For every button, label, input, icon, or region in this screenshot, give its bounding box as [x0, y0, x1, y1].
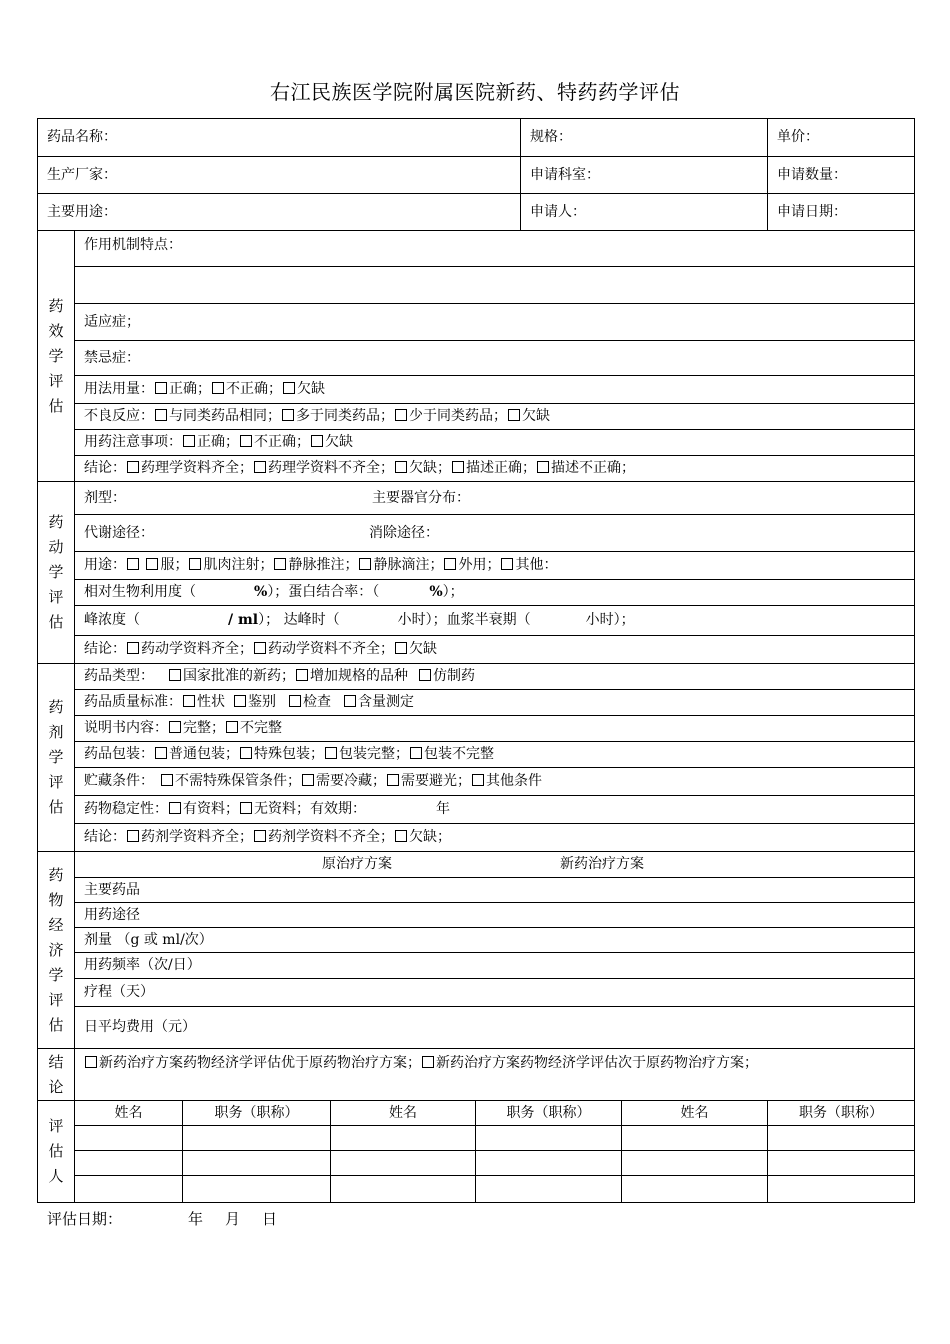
- checkbox[interactable]: [212, 382, 224, 394]
- usage-field[interactable]: 主要用途：: [38, 194, 521, 231]
- header-row-3: [38, 194, 915, 231]
- econ-row[interactable]: 日平均费用（元）: [75, 1007, 915, 1049]
- pd-mechanism-field[interactable]: 作用机制特点：: [75, 231, 915, 267]
- checkbox[interactable]: [395, 642, 407, 654]
- evaluator-title-header: 职务（职称）: [476, 1101, 622, 1126]
- checkbox[interactable]: [254, 461, 266, 473]
- checkbox[interactable]: [169, 802, 181, 814]
- pk-conclusion-row: 结论： 药动学资料齐全； 药动学资料不齐全； 欠缺: [75, 636, 915, 664]
- checkbox[interactable]: [183, 695, 195, 707]
- quantity-field[interactable]: 申请数量：: [768, 157, 915, 194]
- checkbox[interactable]: [189, 558, 201, 570]
- pharm-manual-row: 说明书内容： 完整； 不完整: [75, 716, 915, 742]
- pharm-quality-row: 药品质量标准： 性状 鉴别 检查 含量测定: [75, 690, 915, 716]
- checkbox[interactable]: [155, 747, 167, 759]
- pk-form-field[interactable]: 剂型： 主要器官分布：: [75, 482, 915, 515]
- header-row-1: [38, 119, 915, 157]
- evaluator-cell[interactable]: [75, 1126, 183, 1151]
- evaluation-form: [37, 118, 915, 1203]
- checkbox[interactable]: [410, 747, 422, 759]
- checkbox[interactable]: [422, 1056, 434, 1068]
- spec-field[interactable]: 规格：: [521, 119, 768, 157]
- checkbox[interactable]: [282, 409, 294, 421]
- pharm-package-row: 药品包装： 普通包装； 特殊包装； 包装完整； 包装不完整: [75, 742, 915, 768]
- dept-field[interactable]: 申请科室：: [521, 157, 768, 194]
- checkbox[interactable]: [254, 642, 266, 654]
- manufacturer-field[interactable]: 生产厂家：: [38, 157, 521, 194]
- econ-row[interactable]: 用药途径: [75, 903, 915, 928]
- econ-row[interactable]: 主要药品: [75, 878, 915, 903]
- final-conclusion-row: 结 论 新药治疗方案药物经济学评估优于原药物治疗方案； 新药治疗方案药物经济学评估次于原药物治疗方案；: [38, 1049, 915, 1101]
- pharm-stability-row: 药物稳定性： 有资料； 无资料；有效期： 年: [75, 796, 915, 824]
- evaluator-title-header: 职务（职称）: [183, 1101, 331, 1126]
- pd-contra-field[interactable]: 禁忌症：: [75, 341, 915, 376]
- pd-indication-field[interactable]: 适应症；: [75, 304, 915, 341]
- checkbox[interactable]: [444, 558, 456, 570]
- econ-row[interactable]: 疗程（天）: [75, 979, 915, 1007]
- checkbox[interactable]: [274, 558, 286, 570]
- pk-form-row: [38, 482, 915, 515]
- apply-date-field[interactable]: 申请日期：: [768, 194, 915, 231]
- econ-row[interactable]: 用药频率（次/日）: [75, 953, 915, 979]
- evaluator-name-header: 姓名: [75, 1101, 183, 1126]
- evaluator-cell[interactable]: [622, 1176, 768, 1203]
- evaluator-cell[interactable]: [622, 1151, 768, 1176]
- checkbox[interactable]: [452, 461, 464, 473]
- evaluator-cell[interactable]: [768, 1151, 915, 1176]
- evaluator-cell[interactable]: [183, 1126, 331, 1151]
- checkbox[interactable]: [226, 721, 238, 733]
- page-title: 右江民族医学院附属医院新药、特药药学评估: [270, 80, 680, 104]
- evaluator-cell[interactable]: [476, 1176, 622, 1203]
- checkbox[interactable]: [85, 1056, 97, 1068]
- evaluator-cell[interactable]: [768, 1176, 915, 1203]
- pk-metabolism-field[interactable]: 代谢途径： 消除途径：: [75, 515, 915, 552]
- checkbox[interactable]: [289, 695, 301, 707]
- evaluation-date-label: 评估日期：: [47, 1210, 123, 1228]
- checkbox[interactable]: [161, 774, 173, 786]
- evaluator-header-row: [38, 1101, 915, 1126]
- checkbox[interactable]: [127, 558, 139, 570]
- checkbox[interactable]: [240, 435, 252, 447]
- evaluator-section-label: 评 估 人: [38, 1101, 75, 1203]
- checkbox[interactable]: [508, 409, 520, 421]
- checkbox[interactable]: [296, 669, 308, 681]
- checkbox[interactable]: [240, 802, 252, 814]
- econ-col-new: 新药治疗方案: [560, 856, 644, 873]
- checkbox[interactable]: [472, 774, 484, 786]
- pharm-storage-row: 贮藏条件： 不需特殊保管条件； 需要冷藏； 需要避光； 其他条件: [75, 768, 915, 796]
- pk-section-label: 药 动 学 评 估: [38, 482, 75, 664]
- checkbox[interactable]: [127, 830, 139, 842]
- checkbox[interactable]: [240, 747, 252, 759]
- checkbox[interactable]: [183, 435, 195, 447]
- pd-mechanism-blank[interactable]: [75, 267, 915, 304]
- drug-name-field[interactable]: 药品名称：: [38, 119, 521, 157]
- evaluator-row: [38, 1151, 915, 1176]
- pd-conclusion-row: 结论： 药理学资料齐全； 药理学资料不齐全； 欠缺； 描述正确； 描述不正确；: [75, 456, 915, 482]
- checkbox[interactable]: [155, 382, 167, 394]
- econ-row[interactable]: 剂量 （g 或 ml/次）: [75, 928, 915, 953]
- applicant-field[interactable]: 申请人：: [521, 194, 768, 231]
- pharm-section-label: 药 剂 学 评 估: [38, 664, 75, 852]
- evaluator-cell[interactable]: [75, 1151, 183, 1176]
- evaluator-row: [38, 1126, 915, 1151]
- evaluator-title-header: 职务（职称）: [768, 1101, 915, 1126]
- checkbox[interactable]: [537, 461, 549, 473]
- econ-section-label: 药 物 经 济 学 评 估: [38, 852, 75, 1049]
- evaluator-cell[interactable]: [476, 1151, 622, 1176]
- evaluator-cell[interactable]: [75, 1176, 183, 1203]
- pharm-type-row: 药 剂 学 评 估 药品类型： 国家批准的新药； 增加规格的品种 仿制药: [38, 664, 915, 690]
- pd-precaution-row: 用药注意事项： 正确； 不正确； 欠缺: [75, 430, 915, 456]
- evaluator-name-header: 姓名: [331, 1101, 476, 1126]
- checkbox[interactable]: [146, 558, 158, 570]
- evaluator-cell[interactable]: [183, 1176, 331, 1203]
- pk-bio-row[interactable]: 相对生物利用度（ %）；蛋白结合率：（ %）；: [75, 580, 915, 606]
- econ-col-orig: 原治疗方案: [322, 856, 392, 873]
- checkbox[interactable]: [359, 558, 371, 570]
- checkbox[interactable]: [283, 382, 295, 394]
- checkbox[interactable]: [387, 774, 399, 786]
- evaluator-cell[interactable]: [476, 1126, 622, 1151]
- checkbox[interactable]: [501, 558, 513, 570]
- checkbox[interactable]: [169, 721, 181, 733]
- checkbox[interactable]: [302, 774, 314, 786]
- checkbox[interactable]: [127, 642, 139, 654]
- evaluation-date: 评估日期： 年 月 日: [47, 1210, 278, 1228]
- evaluator-cell[interactable]: [331, 1176, 476, 1203]
- final-section-label: 结 论: [38, 1049, 75, 1101]
- pd-adverse-row: 不良反应： 与同类药品相同； 多于同类药品； 少于同类药品； 欠缺: [75, 404, 915, 430]
- header-row-2: [38, 157, 915, 194]
- pk-peak-row[interactable]: 峰浓度（ / ml）； 达峰时（ 小时）；血浆半衰期（ 小时）；: [75, 606, 915, 636]
- econ-header-row: [38, 852, 915, 878]
- checkbox[interactable]: [344, 695, 356, 707]
- pd-section-label: 药 效 学 评 估: [38, 231, 75, 482]
- pk-route-row: 用途： 服； 肌肉注射； 静脉推注； 静脉滴注； 外用； 其他：: [75, 552, 915, 580]
- checkbox[interactable]: [325, 747, 337, 759]
- pharm-conclusion-row: 结论： 药剂学资料齐全； 药剂学资料不齐全； 欠缺；: [75, 824, 915, 852]
- checkbox[interactable]: [395, 830, 407, 842]
- checkbox[interactable]: [419, 669, 431, 681]
- evaluator-row: [38, 1176, 915, 1203]
- evaluator-cell[interactable]: [331, 1151, 476, 1176]
- evaluator-cell[interactable]: [768, 1126, 915, 1151]
- unit-price-field[interactable]: 单价：: [768, 119, 915, 157]
- checkbox[interactable]: [254, 830, 266, 842]
- checkbox[interactable]: [395, 461, 407, 473]
- checkbox[interactable]: [155, 409, 167, 421]
- pd-dosage-row: 用法用量： 正确； 不正确； 欠缺: [75, 376, 915, 404]
- checkbox[interactable]: [311, 435, 323, 447]
- evaluator-name-header: 姓名: [622, 1101, 768, 1126]
- checkbox[interactable]: [234, 695, 246, 707]
- evaluator-cell[interactable]: [183, 1151, 331, 1176]
- checkbox[interactable]: [127, 461, 139, 473]
- evaluator-cell[interactable]: [331, 1126, 476, 1151]
- evaluator-cell[interactable]: [622, 1126, 768, 1151]
- checkbox[interactable]: [395, 409, 407, 421]
- checkbox[interactable]: [169, 669, 181, 681]
- pd-mechanism-row: [38, 231, 915, 267]
